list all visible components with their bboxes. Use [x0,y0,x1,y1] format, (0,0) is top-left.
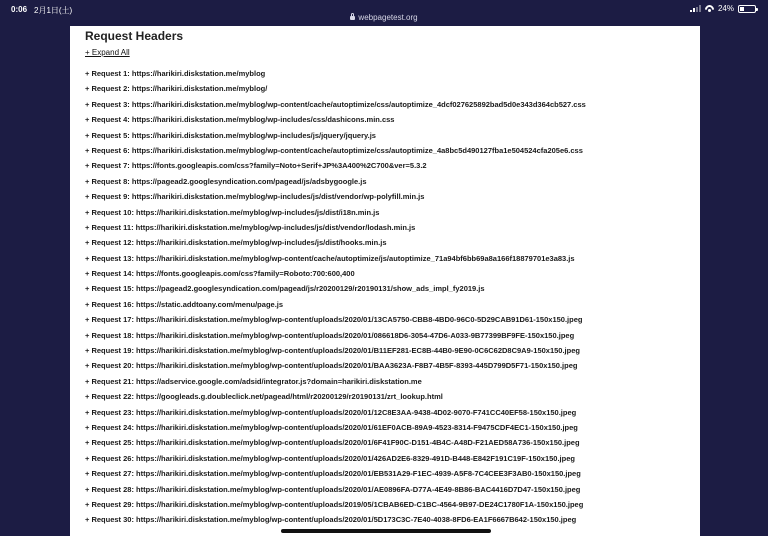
request-item[interactable]: + Request 19: https://harikiri.diskstation.me/myblog/wp-content/uploads/2020/01/B11EF281-EC8B-44B0-9E90-0C6C62D8C9A9-150x150.jpeg [85,346,580,356]
request-item[interactable]: + Request 20: https://harikiri.diskstation.me/myblog/wp-content/uploads/2020/01/BAA3623A-F8B7-4B5F-8393-445D799D5F71-150x150.jpeg [85,361,578,371]
request-item[interactable]: + Request 15: https://pagead2.googlesyndication.com/pagead/js/r20200129/r20190131/show_ads_impl_fy2019.js [85,284,485,294]
request-headers-panel [70,26,700,536]
request-item[interactable]: + Request 23: https://harikiri.diskstation.me/myblog/wp-content/uploads/2020/01/12C8E3AA-9438-4D02-9070-F741CC40EF58-150x150.jpeg [85,407,577,417]
wifi-icon [705,5,714,12]
request-item[interactable]: + Request 4: https://harikiri.diskstation.me/myblog/wp-includes/css/dashicons.min.css [85,115,395,125]
status-bar [0,0,768,26]
request-item[interactable]: + Request 16: https://static.addtoany.com/menu/page.js [85,299,284,309]
request-item[interactable]: + Request 11: https://harikiri.diskstation.me/myblog/wp-includes/js/dist/vendor/lodash.min.js [85,222,416,232]
request-item[interactable]: + Request 7: https://fonts.googleapis.com/css?family=Noto+Serif+JP%3A400%2C700&ver=5.3.2 [85,161,427,171]
request-item[interactable]: + Request 22: https://googleads.g.doubleclick.net/pagead/html/r20200129/r20190131/zrt_lookup.html [85,392,443,402]
section-title: Request Headers [85,29,184,43]
battery-percent: 24% [717,4,734,13]
request-list [85,69,586,531]
expand-all-link[interactable]: + Expand All [85,48,130,57]
request-item[interactable]: + Request 29: https://harikiri.diskstation.me/myblog/wp-content/uploads/2019/05/1CBAB6ED-C1BC-4564-9B97-DE24C1780F1A-150x150.jpeg [85,499,584,509]
request-item[interactable]: + Request 14: https://fonts.googleapis.com/css?family=Roboto:700:600,400 [85,269,355,279]
home-indicator[interactable] [281,529,491,533]
request-item[interactable]: + Request 28: https://harikiri.diskstation.me/myblog/wp-content/uploads/2020/01/AE0896FA-D77A-4E49-8B86-BAC4416D7D47-150x150.jpeg [85,484,581,494]
request-item[interactable]: + Request 17: https://harikiri.diskstation.me/myblog/wp-content/uploads/2020/01/13CA5750-CBB8-4BD0-96C0-5D29CAB91D61-150x150.jpeg [85,315,583,325]
request-item[interactable]: + Request 24: https://harikiri.diskstation.me/myblog/wp-content/uploads/2020/01/61EF0ACB-89A9-4523-8314-F9475CDF4EC1-150x150.jpeg [85,422,578,432]
address-bar[interactable] [0,13,768,22]
request-item[interactable]: + Request 26: https://harikiri.diskstation.me/myblog/wp-content/uploads/2020/01/426AD2E6-8329-491D-B448-E842F191C19F-150x150.jpeg [85,453,575,463]
request-item[interactable]: + Request 1: https://harikiri.diskstation.me/myblog [85,69,266,78]
request-item[interactable]: + Request 9: https://harikiri.diskstation.me/myblog/wp-includes/js/dist/vendor/wp-polyfill.min.js [85,192,425,202]
clock: 0:06 [11,5,28,14]
request-item[interactable]: + Request 5: https://harikiri.diskstation.me/myblog/wp-includes/js/jquery/jquery.js [85,130,376,140]
request-item[interactable]: + Request 8: https://pagead2.googlesyndication.com/pagead/js/adsbygoogle.js [85,176,367,186]
status-icons [690,4,756,13]
request-item[interactable]: + Request 3: https://harikiri.diskstation.me/myblog/wp-content/cache/autoptimize/css/autoptimize_4dcf027625892bad5d0e343d364cb527.css [85,99,586,109]
address-url: webpagetest.org [358,13,418,22]
request-item[interactable]: + Request 27: https://harikiri.diskstation.me/myblog/wp-content/uploads/2020/01/EB531A29-F1EC-4939-A5F8-7C4CEE3F3AB0-150x150.jpeg [85,469,581,479]
lock-icon [350,16,355,20]
battery-icon [738,5,756,13]
request-item[interactable]: + Request 30: https://harikiri.diskstation.me/myblog/wp-content/uploads/2020/01/5D173C3C-7E40-4038-8FD6-EA1F6667B642-150x150.jpeg [85,515,577,525]
date: 2月1日(土) [34,6,73,15]
request-item[interactable]: + Request 21: https://adservice.google.com/adsid/integrator.js?domain=harikiri.diskstation.me [85,376,422,386]
request-item[interactable]: + Request 6: https://harikiri.diskstation.me/myblog/wp-content/cache/autoptimize/css/autoptimize_4a8bc5d490127fba1e504524cfa205e6.css [85,145,583,155]
request-item[interactable]: + Request 25: https://harikiri.diskstation.me/myblog/wp-content/uploads/2020/01/6F41F90C-D151-4B4C-A48D-F21AED58A736-150x150.jpeg [85,438,580,448]
request-item[interactable]: + Request 2: https://harikiri.diskstation.me/myblog/ [85,84,268,94]
request-item[interactable]: + Request 18: https://harikiri.diskstation.me/myblog/wp-content/uploads/2020/01/086618D6-3054-47D6-A033-9B77399BF9FE-150x150.jpeg [85,330,575,340]
signal-icon [690,5,701,12]
request-item[interactable]: + Request 10: https://harikiri.diskstation.me/myblog/wp-includes/js/dist/i18n.min.js [85,207,380,217]
request-item[interactable]: + Request 13: https://harikiri.diskstation.me/myblog/wp-content/cache/autoptimize/js/autoptimize_71a94bf6bb69a8a166f18879701e3a83.js [85,253,575,263]
request-item[interactable]: + Request 12: https://harikiri.diskstation.me/myblog/wp-includes/js/dist/hooks.min.js [85,238,387,248]
